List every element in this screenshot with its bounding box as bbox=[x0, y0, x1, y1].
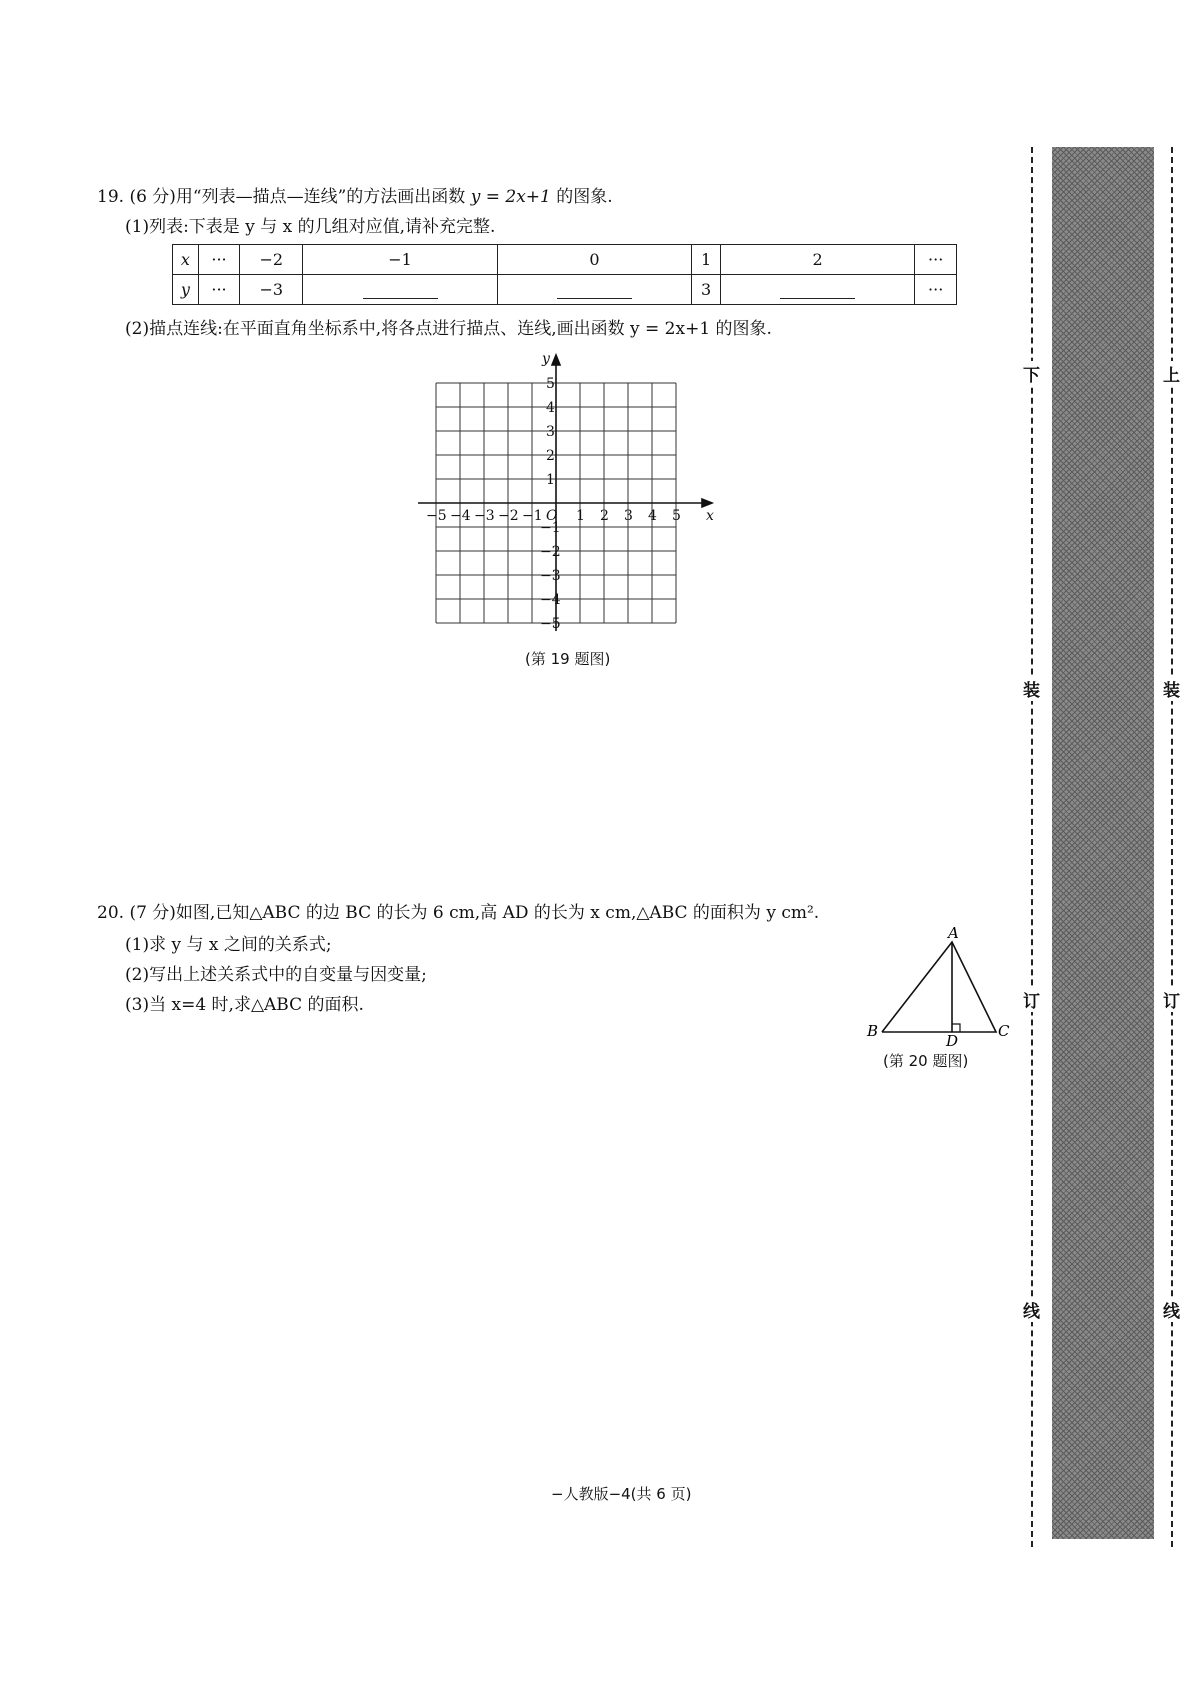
coordinate-grid[interactable] bbox=[410, 343, 720, 643]
x-tick-label: 3 bbox=[624, 508, 633, 524]
y-tick-label: 1 bbox=[546, 472, 555, 488]
x-tick-label: −1 bbox=[522, 508, 543, 524]
binding-dashed-line-right bbox=[1171, 147, 1173, 1547]
answer-blank[interactable] bbox=[557, 280, 632, 299]
x-tick-label: −2 bbox=[498, 508, 519, 524]
table-row-y bbox=[173, 275, 957, 305]
y-tick-label: −5 bbox=[540, 616, 561, 632]
vertex-a-label: A bbox=[948, 924, 959, 942]
figure-20-caption: (第 20 题图) bbox=[883, 1052, 969, 1070]
table-cell: ··· bbox=[915, 275, 957, 305]
table-cell: 0 bbox=[497, 245, 691, 275]
q19-title bbox=[97, 186, 613, 208]
triangle-abc bbox=[882, 942, 996, 1032]
table-cell: ··· bbox=[915, 245, 957, 275]
page-footer: −人教版−4(共 6 页) bbox=[551, 1485, 692, 1503]
y-tick-label: −3 bbox=[540, 568, 561, 584]
binding-hatched-strip bbox=[1052, 147, 1154, 1539]
answer-blank[interactable] bbox=[780, 280, 855, 299]
value-table bbox=[172, 244, 957, 305]
y-tick-label: −1 bbox=[540, 520, 561, 536]
binding-label-right: 线 bbox=[1163, 1297, 1180, 1322]
q19-part1: (1)列表:下表是 y 与 x 的几组对应值,请补充完整. bbox=[125, 217, 496, 237]
table-cell: ··· bbox=[198, 245, 240, 275]
y-tick-label: 2 bbox=[546, 448, 555, 464]
y-axis-arrow bbox=[552, 355, 560, 365]
y-tick-label: 3 bbox=[546, 424, 555, 440]
q19-function: y = 2x+1 bbox=[470, 187, 551, 207]
table-cell: y bbox=[173, 275, 199, 305]
x-tick-label: 2 bbox=[600, 508, 609, 524]
vertex-c-label: C bbox=[998, 1022, 1010, 1040]
y-tick-label: −2 bbox=[540, 544, 561, 560]
x-axis-arrow bbox=[702, 499, 712, 507]
table-cell: −2 bbox=[240, 245, 303, 275]
answer-blank-cell[interactable] bbox=[497, 275, 691, 305]
vertex-b-label: B bbox=[867, 1022, 879, 1040]
x-tick-label: 4 bbox=[648, 508, 657, 524]
binding-label-left: 装 bbox=[1023, 676, 1040, 701]
y-axis-label: y bbox=[542, 351, 550, 367]
q19-title-end: 的图象. bbox=[550, 187, 613, 207]
q20-part3: (3)当 x=4 时,求△ABC 的面积. bbox=[125, 995, 364, 1015]
origin-label: O bbox=[546, 508, 558, 524]
binding-label-right: 订 bbox=[1163, 987, 1180, 1012]
answer-blank[interactable] bbox=[363, 280, 438, 299]
table-cell: 2 bbox=[720, 245, 914, 275]
y-tick-label: 4 bbox=[546, 400, 555, 416]
x-tick-label: 1 bbox=[576, 508, 585, 524]
table-cell: ··· bbox=[198, 275, 240, 305]
right-angle-mark bbox=[952, 1024, 960, 1032]
y-tick-label: 5 bbox=[546, 376, 555, 392]
table-row-x bbox=[173, 245, 957, 275]
answer-blank-cell[interactable] bbox=[303, 275, 497, 305]
table-cell: 1 bbox=[692, 245, 721, 275]
x-axis-label: x bbox=[706, 508, 714, 524]
x-tick-label: −4 bbox=[450, 508, 471, 524]
binding-label-left: 订 bbox=[1023, 987, 1040, 1012]
binding-label-right: 上 bbox=[1163, 361, 1180, 386]
binding-dashed-line-left bbox=[1031, 147, 1033, 1547]
q20-part1: (1)求 y 与 x 之间的关系式; bbox=[125, 935, 332, 955]
table-cell: 3 bbox=[692, 275, 721, 305]
q19-part2: (2)描点连线:在平面直角坐标系中,将各点进行描点、连线,画出函数 y = 2x+1 的图象. bbox=[125, 319, 772, 339]
table-cell: −3 bbox=[240, 275, 303, 305]
triangle-figure bbox=[860, 922, 1020, 1047]
binding-label-right: 装 bbox=[1163, 676, 1180, 701]
x-tick-label: −5 bbox=[426, 508, 447, 524]
x-tick-label: 5 bbox=[672, 508, 681, 524]
answer-blank-cell[interactable] bbox=[720, 275, 914, 305]
table-cell: x bbox=[173, 245, 199, 275]
y-tick-label: −4 bbox=[540, 592, 561, 608]
table-cell: −1 bbox=[303, 245, 497, 275]
q20-title: 20. (7 分)如图,已知△ABC 的边 BC 的长为 6 cm,高 AD 的长为 x cm,△ABC 的面积为 y cm². bbox=[97, 903, 820, 923]
q19-title-text: 19. (6 分)用“列表—描点—连线”的方法画出函数 bbox=[97, 187, 471, 207]
binding-label-left: 线 bbox=[1023, 1297, 1040, 1322]
q20-part2: (2)写出上述关系式中的自变量与因变量; bbox=[125, 965, 427, 985]
figure-19-caption: (第 19 题图) bbox=[525, 650, 611, 668]
binding-label-left: 下 bbox=[1023, 361, 1040, 386]
foot-d-label: D bbox=[946, 1032, 959, 1047]
x-tick-label: −3 bbox=[474, 508, 495, 524]
